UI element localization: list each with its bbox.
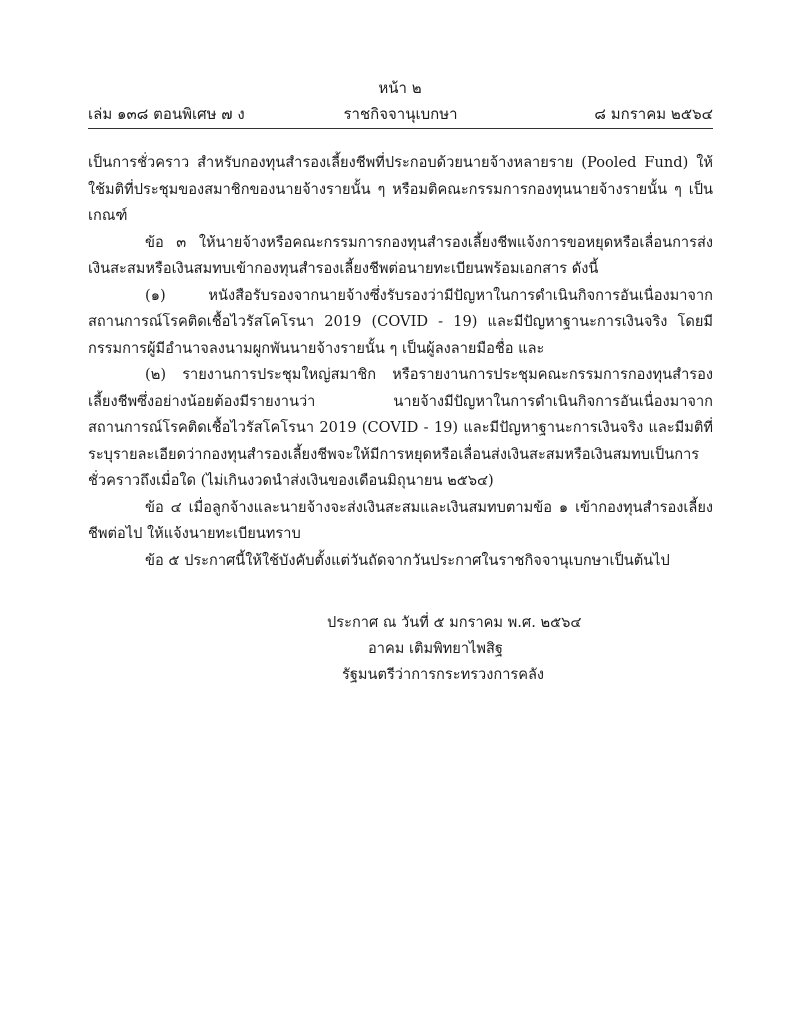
paragraph-continuation: เป็นการชั่วคราว สำหรับกองทุนสำรองเลี้ยงชีพที่ประกอบด้วยนายจ้างหลายราย (Pooled Fund) ให้ใช้มติที่ประชุมของสมาชิกของนายจ้างรายนั้น ๆ หรือมติคณะกรรมการกองทุนนายจ้างรายนั้น ๆ เป็นเกณฑ์ xyxy=(88,154,713,224)
clause-3-item-2: (๒) รายงานการประชุมใหญ่สมาชิก หรือรายงานการประชุมคณะกรรมการกองทุนสำรองเลี้ยงชีพซึ่งอย่างน้อยต้องมีรายงานว่า นายจ้างมีปัญหาในการดำเนินกิจการอันเนื่องมาจากสถานการณ์โรคติดเชื้อไวรัสโคโรนา 2019 (COVID - 19) และมีปัญหาฐานะการเงินจริง และมีมติที่ระบุรายละเอียดว่ากองทุนสำรองเลี้ยงชีพจะให้มีการหยุดหรือเลื่อนส่งเงินสะสมหรือเงินสมทบเป็นการชั่วคราวถึงเมื่อใด (ไม่เกินงวดนำส่งเงินของเดือนมิถุนายน ๒๕๖๔) xyxy=(88,366,713,489)
page-number: หน้า ๒ xyxy=(378,79,422,97)
clause-5: ข้อ ๕ ประกาศนี้ให้ใช้บังคับตั้งแต่วันถัดจากวันประกาศในราชกิจจานุเบกษาเป็นต้นไป xyxy=(145,551,670,569)
publication-title: ราชกิจจานุเบกษา xyxy=(343,105,458,123)
publication-date: ๘ มกราคม ๒๕๖๔ xyxy=(594,105,713,123)
gazette-header xyxy=(88,102,713,122)
signature-block xyxy=(0,610,800,688)
announcement-date: ประกาศ ณ วันที่ ๕ มกราคม พ.ศ. ๒๕๖๔ xyxy=(327,614,582,631)
volume-label: เล่ม ๑๓๘ ตอนพิเศษ ๗ ง xyxy=(88,105,245,123)
header-divider xyxy=(88,128,713,129)
signatory-title: รัฐมนตรีว่าการกระทรวงการคลัง xyxy=(342,666,545,683)
announcement-body xyxy=(88,150,713,574)
clause-4: ข้อ ๔ เมื่อลูกจ้างและนายจ้างจะส่งเงินสะสมและเงินสมทบตามข้อ ๑ เข้ากองทุนสำรองเลี้ยงชีพต่อไป ให้แจ้งนายทะเบียนทราบ xyxy=(88,498,713,542)
clause-3-item-1: (๑) หนังสือรับรองจากนายจ้างซึ่งรับรองว่ามีปัญหาในการดำเนินกิจการอันเนื่องมาจากสถานการณ์โรคติดเชื้อไวรัสโคโรนา 2019 (COVID - 19) และมีปัญหาฐานะการเงินจริง โดยมีกรรมการผู้มีอำนาจลงนามผูกพันนายจ้างรายนั้น ๆ เป็นผู้ลงลายมือชื่อ และ xyxy=(88,286,713,357)
signatory-name: อาคม เติมพิทยาไพสิฐ xyxy=(368,640,503,657)
clause-3: ข้อ ๓ ให้นายจ้างหรือคณะกรรมการกองทุนสำรองเลี้ยงชีพแจ้งการขอหยุดหรือเลื่อนการส่งเงินสะสมหรือเงินสมทบเข้ากองทุนสำรองเลี้ยงชีพต่อนายทะเบียนพร้อมเอกสาร ดังนี้ xyxy=(88,233,713,277)
